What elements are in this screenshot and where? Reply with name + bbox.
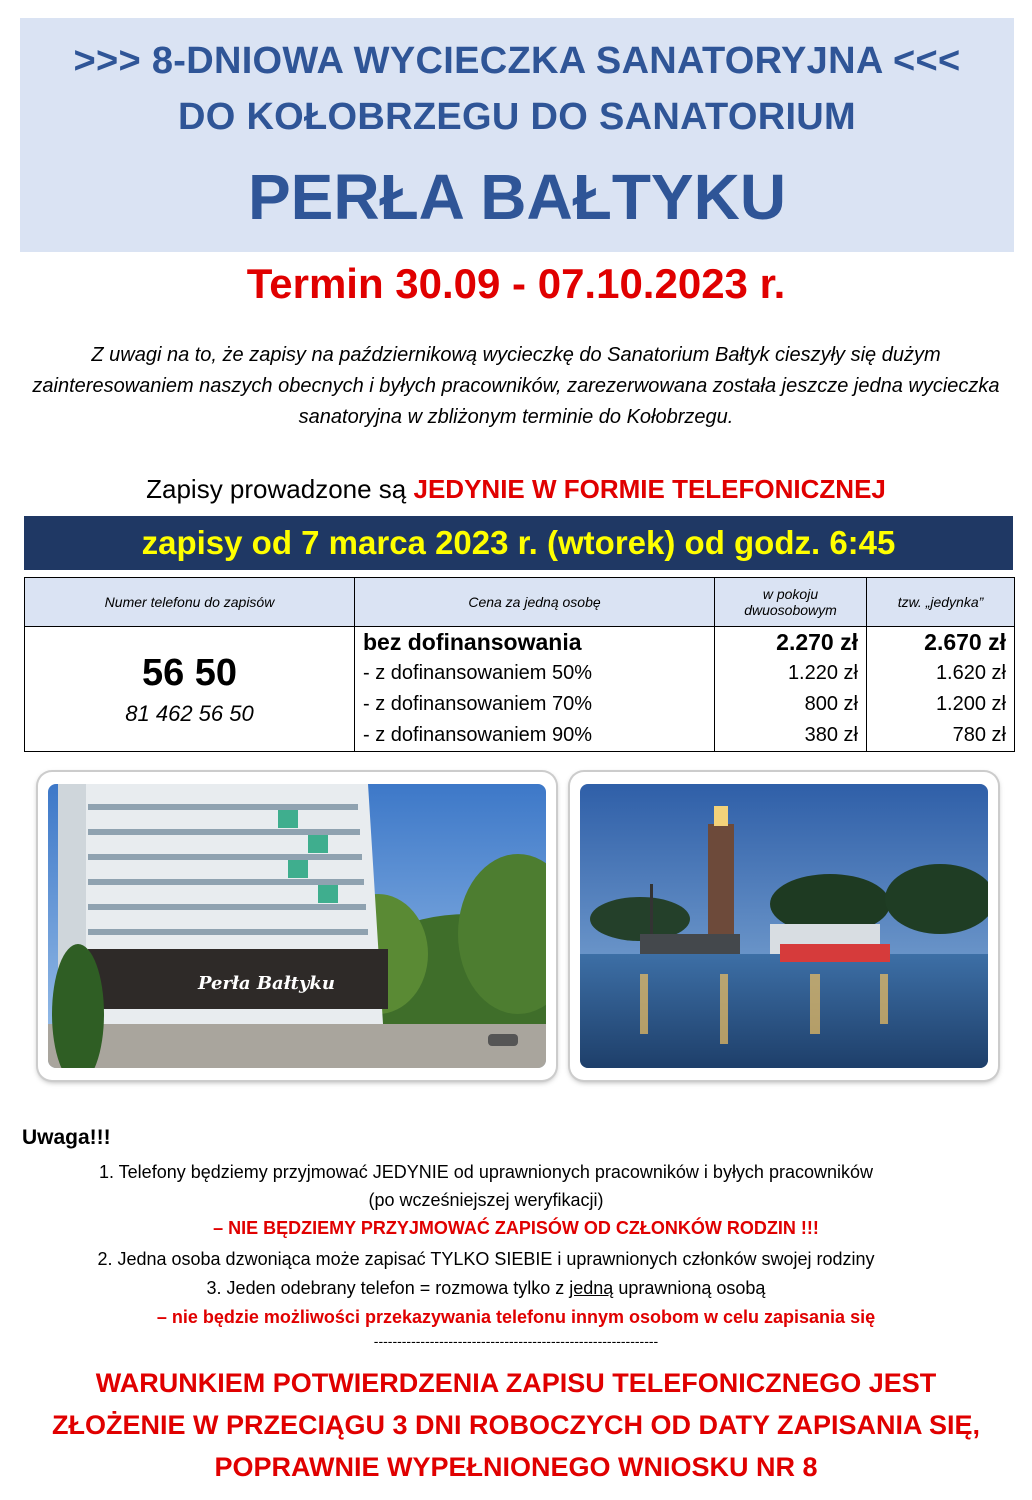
double-price: 2.270 zł [776,629,858,655]
hotel-sign-text: Perła Bałtyku [198,973,335,994]
registration-method-highlight: JEDYNIE W FORMIE TELEFONICZNEJ [413,474,886,504]
harbor-photo [570,772,998,1080]
phone-cell [25,627,355,752]
price-table-body-row [25,627,1015,752]
single-price: 2.670 zł [924,629,1006,655]
price-table-header-row [25,578,1015,627]
single-price: 1.620 zł [935,662,1006,684]
note-1-detail: (po wcześniejszej weryfikacji) [368,1190,604,1210]
price-label: - z dofinansowaniem 70% [363,693,593,715]
price-table [24,577,1015,752]
double-price: 800 zł [804,693,858,715]
header-price: Cena za jedną osobę [355,578,715,627]
harbor-illustration [580,784,988,1068]
divider: ------------------------------------------------------------- [373,1333,659,1349]
note-3 [0,1278,1002,1299]
note-3-suffix: uprawnioną osobą [613,1278,766,1298]
final-line-1: WARUNKIEM POTWIERDZENIA ZAPISU TELEFONICZNEGO JEST [95,1368,937,1398]
page-title: PERŁA BAŁTYKU [247,161,787,233]
registration-method-prefix: Zapisy prowadzone są [146,474,414,504]
hotel-illustration [48,784,546,1068]
double-price: 1.220 zł [787,662,858,684]
single-price: 780 zł [952,724,1006,746]
hotel-photo [38,772,556,1080]
registration-start-banner: zapisy od 7 marca 2023 r. (wtorek) od godz. 6:45 [24,516,1013,570]
double-room-prices [715,627,867,752]
header-box [20,18,1014,252]
registration-method [0,474,1032,505]
price-label: - z dofinansowaniem 50% [363,662,593,684]
header-phone: Numer telefonu do zapisów [25,578,355,627]
note-3-warning: – nie będzie możliwości przekazywania telefonu innym osobom w celu zapisania się [156,1307,876,1327]
final-line-3: POPRAWNIE WYPEŁNIONEGO WNIOSKU NR 8 [214,1452,818,1482]
final-line-2: ZŁOŻENIE W PRZECIĄGU 3 DNI ROBOCZYCH OD DATY ZAPISANIA SIĘ, [51,1410,981,1440]
header-single-room: tzw. „jedynka” [867,578,1015,627]
price-label: - z dofinansowaniem 90% [363,724,593,746]
header-double-room: w pokoju dwuosobowym [715,578,867,627]
note-1: 1. Telefony będziemy przyjmować JEDYNIE od uprawnionych pracowników i byłych pracowników [98,1162,873,1182]
phone-full: 81 462 56 50 [125,700,254,726]
note-1-warning: – NIE BĘDZIEMY PRZYJMOWAĆ ZAPISÓW OD CZŁONKÓW RODZIN !!! [213,1218,819,1238]
single-room-prices [867,627,1015,752]
single-price: 1.200 zł [935,693,1006,715]
price-labels [355,627,715,752]
trip-dates: Termin 30.09 - 07.10.2023 r. [246,260,786,307]
price-label: bez dofinansowania [363,629,582,655]
header-line-1: >>> 8-DNIOWA WYCIECZKA SANATORYJNA <<< [73,40,961,82]
header-line-2: DO KOŁOBRZEGU DO SANATORIUM [177,96,857,138]
note-3-prefix: 3. Jeden odebrany telefon = rozmowa tylko z [206,1278,570,1298]
notes-heading: Uwaga!!! [22,1126,111,1149]
note-3-underlined: jedną [569,1278,614,1298]
note-2: 2. Jedna osoba dzwoniąca może zapisać TYLKO SIEBIE i uprawnionych członków swojej rodziny [97,1249,875,1269]
intro-paragraph: Z uwagi na to, że zapisy na październikową wycieczkę do Sanatorium Bałtyk cieszyły się dużym zainteresowaniem naszych obecnych i byłych pracowników, zarezerwowana została jeszcze jedna wycieczka sanatoryjna w zbliżonym terminie do Kołobrzegu. [32,344,1000,428]
phone-short: 56 50 [141,651,238,694]
double-price: 380 zł [804,724,858,746]
